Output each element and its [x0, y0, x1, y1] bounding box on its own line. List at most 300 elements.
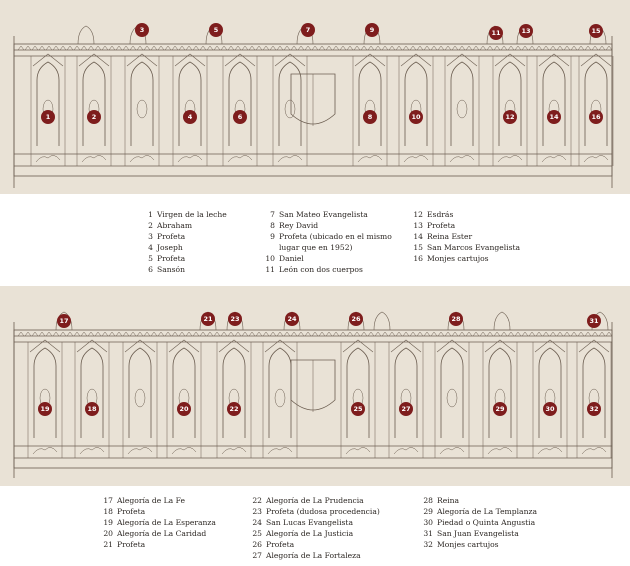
legend-lower-col-1: [103, 495, 216, 550]
tracery-crest: [550, 46, 556, 50]
tracery-crest: [221, 332, 227, 336]
legend-label: Alegoría de La Fe: [117, 496, 185, 505]
tracery-crest: [249, 332, 255, 336]
legend-item: [143, 253, 227, 264]
tracery-crest: [606, 332, 612, 336]
legend-item: [265, 264, 392, 275]
legend-item: [423, 517, 537, 528]
tracery-crest: [347, 332, 353, 336]
tracery-crest: [291, 332, 297, 336]
tracery-crest: [291, 46, 297, 50]
legend-item: [103, 539, 216, 550]
legend-item: [265, 242, 392, 253]
legend-label: Sansón: [157, 265, 185, 275]
legend-label: Abraham: [157, 221, 193, 231]
tracery-crest: [459, 46, 465, 50]
tracery-crest: [32, 332, 38, 336]
legend-label: Alegoría de La Justicia: [266, 529, 354, 539]
legend-label: Profeta: [117, 507, 146, 517]
marker-number: 26: [351, 315, 361, 323]
tracery-crest: [235, 332, 241, 336]
tracery-crest: [172, 332, 178, 336]
tracery-crest: [340, 332, 346, 336]
tracery-crest: [424, 332, 430, 336]
tracery-crest: [508, 46, 514, 50]
crest-statue: [494, 312, 510, 330]
beast-relief: [358, 155, 382, 162]
marker-number: 32: [589, 405, 599, 413]
legend-label: Monjes cartujos: [437, 540, 499, 550]
tracery-crest: [95, 46, 101, 50]
tracery-crest: [46, 332, 52, 336]
tracery-crest: [228, 46, 234, 50]
tracery-crest: [445, 332, 451, 336]
tracery-crest: [67, 46, 73, 50]
gothic-niche: [441, 348, 463, 438]
tracery-crest: [193, 46, 199, 50]
tracery-crest: [179, 332, 185, 336]
legend-label: León con dos cuerpos: [279, 265, 363, 275]
legend-label: Profeta: [157, 232, 186, 242]
marker-number: 14: [549, 113, 559, 121]
legend-item: [413, 242, 520, 253]
tracery-crest: [312, 332, 318, 336]
marker-number: 18: [87, 405, 97, 413]
tracery-crest: [60, 332, 66, 336]
tracery-crest: [564, 46, 570, 50]
legend-number: 7: [270, 210, 275, 219]
tracery-crest: [305, 46, 311, 50]
tracery-crest: [18, 332, 24, 336]
number-marker: [87, 110, 101, 124]
legend-label: Profeta: [157, 254, 186, 264]
legend-label: Reina: [437, 496, 460, 505]
marker-number: 6: [237, 113, 243, 121]
legend-number: 11: [265, 265, 275, 275]
tracery-crest: [501, 46, 507, 50]
number-marker: [85, 402, 99, 416]
legend-label: Piedad o Quinta Angustia: [437, 518, 536, 528]
tracery-crest: [53, 332, 59, 336]
number-marker: [587, 402, 601, 416]
tracery-crest: [599, 46, 605, 50]
tracery-crest: [452, 46, 458, 50]
upper-screen-drawing: [14, 26, 613, 188]
number-marker: [503, 110, 517, 124]
tracery-crest: [123, 332, 129, 336]
tracery-crest: [165, 46, 171, 50]
number-marker: [227, 402, 241, 416]
tracery-crest: [529, 46, 535, 50]
tracery-crest: [74, 46, 80, 50]
gothic-niche: [223, 348, 245, 438]
marker-number: 19: [40, 405, 50, 413]
legend-item: [143, 209, 227, 220]
marker-number: 11: [491, 29, 501, 37]
tracery-crest: [382, 332, 388, 336]
gothic-niche: [405, 62, 427, 146]
tracery-crest: [382, 46, 388, 50]
marker-number: 29: [495, 405, 505, 413]
tracery-crest: [235, 46, 241, 50]
legend-item: [413, 209, 520, 220]
gothic-niche: [583, 348, 605, 438]
tracery-crest: [480, 332, 486, 336]
gothic-niche: [131, 62, 153, 146]
tracery-crest: [606, 46, 612, 50]
marker-number: 3: [139, 26, 145, 34]
tracery-crest: [32, 46, 38, 50]
tracery-crest: [116, 332, 122, 336]
tracery-crest: [109, 332, 115, 336]
gothic-niche: [81, 348, 103, 438]
tracery-crest: [333, 332, 339, 336]
marker-number: 9: [369, 26, 375, 34]
legend-number: 9: [270, 232, 275, 242]
tracery-crest: [158, 46, 164, 50]
tracery-crest: [179, 46, 185, 50]
tracery-crest: [494, 332, 500, 336]
tracery-crest: [207, 46, 213, 50]
tracery-crest: [263, 46, 269, 50]
tracery-crest: [53, 46, 59, 50]
tracery-crest: [39, 332, 45, 336]
lower-screen-drawing: [14, 312, 612, 478]
tracery-crest: [396, 332, 402, 336]
number-marker: [177, 402, 191, 416]
tracery-crest: [592, 332, 598, 336]
gothic-niche: [179, 62, 201, 146]
legend-number: 21: [103, 540, 113, 550]
legend-label: Joseph: [157, 243, 183, 253]
tracery-crest: [543, 332, 549, 336]
legend-item: [103, 517, 216, 528]
legend-label: Rey David: [279, 221, 319, 231]
beast-relief: [128, 447, 152, 454]
gothic-niche: [173, 348, 195, 438]
tracery-crest: [375, 46, 381, 50]
marker-number: 30: [545, 405, 555, 413]
legend-label: Profeta (dudosa procedencia): [266, 507, 380, 517]
legend-item: [252, 517, 380, 528]
legend-number: 22: [252, 496, 262, 505]
tracery-crest: [221, 46, 227, 50]
beast-relief: [222, 447, 246, 454]
marker-number: 10: [411, 113, 421, 121]
legend-number: 27: [252, 551, 262, 561]
tracery-crest: [515, 46, 521, 50]
tracery-crest: [536, 46, 542, 50]
statue-outline: [285, 100, 295, 118]
tracery-crest: [326, 46, 332, 50]
tracery-crest: [375, 332, 381, 336]
tracery-crest: [361, 332, 367, 336]
legend-number: 20: [103, 529, 113, 539]
beast-relief: [268, 447, 292, 454]
tracery-crest: [585, 332, 591, 336]
tracery-crest: [39, 46, 45, 50]
legend-item: [103, 528, 216, 539]
legend-number: 10: [265, 254, 275, 264]
tracery-crest: [578, 46, 584, 50]
tracery-crest: [410, 332, 416, 336]
tracery-crest: [340, 46, 346, 50]
tracery-crest: [585, 46, 591, 50]
number-marker: [449, 312, 463, 326]
tracery-crest: [95, 332, 101, 336]
legend-item: [265, 253, 392, 264]
legend-item: [423, 528, 537, 539]
legend-number: 12: [413, 210, 423, 219]
tracery-crest: [550, 332, 556, 336]
number-marker: [183, 110, 197, 124]
tracery-crest: [403, 332, 409, 336]
legend-item: [413, 231, 520, 242]
marker-number: 22: [229, 405, 239, 413]
beast-relief: [172, 447, 196, 454]
tracery-crest: [473, 332, 479, 336]
beast-relief: [440, 447, 464, 454]
number-marker: [209, 23, 223, 37]
beast-relief: [404, 155, 428, 162]
tracery-crest: [144, 332, 150, 336]
tracery-crest: [557, 332, 563, 336]
legend-label: Alegoría de La Fortaleza: [266, 551, 361, 561]
tracery-crest: [431, 46, 437, 50]
tracery-crest: [298, 46, 304, 50]
tracery-crest: [326, 332, 332, 336]
tracery-crest: [354, 332, 360, 336]
tracery-crest: [172, 46, 178, 50]
tracery-crest: [319, 332, 325, 336]
tracery-crest: [60, 46, 66, 50]
legend-number: 19: [103, 518, 113, 528]
beast-relief: [450, 155, 474, 162]
tracery-crest: [522, 46, 528, 50]
beast-relief: [488, 447, 512, 454]
tracery-crest: [571, 332, 577, 336]
tracery-crest: [165, 332, 171, 336]
tracery-crest: [102, 46, 108, 50]
statue-outline: [275, 389, 285, 407]
tracery-crest: [102, 332, 108, 336]
legend-item: [252, 506, 380, 517]
gothic-niche: [129, 348, 151, 438]
legend-item: [413, 253, 520, 264]
legend-number: 6: [148, 265, 153, 275]
tracery-crest: [207, 332, 213, 336]
tracery-crest: [487, 332, 493, 336]
legend-item: [143, 242, 227, 253]
tracery-crest: [256, 332, 262, 336]
tracery-crest: [536, 332, 542, 336]
tracery-crest: [417, 332, 423, 336]
tracery-crest: [543, 46, 549, 50]
gothic-niche: [37, 62, 59, 146]
tracery-crest: [515, 332, 521, 336]
tracery-crest: [368, 46, 374, 50]
legend-number: 26: [252, 540, 262, 550]
legend-number: 25: [252, 529, 262, 539]
legend-lower-col-2: [252, 495, 380, 562]
tracery-crest: [438, 46, 444, 50]
tracery-crest: [214, 46, 220, 50]
tracery-crest: [557, 46, 563, 50]
number-marker: [547, 110, 561, 124]
tracery-crest: [242, 46, 248, 50]
gothic-niche: [585, 62, 607, 146]
tracery-crest: [256, 46, 262, 50]
tracery-crest: [123, 46, 129, 50]
number-marker: [349, 312, 363, 326]
tracery-crest: [263, 332, 269, 336]
marker-number: 20: [179, 405, 189, 413]
tracery-crest: [389, 332, 395, 336]
tracery-crest: [130, 46, 136, 50]
tracery-crest: [277, 332, 283, 336]
tracery-crest: [571, 46, 577, 50]
legend-number: 16: [413, 254, 423, 264]
legend-item: [252, 495, 380, 506]
tracery-crest: [81, 46, 87, 50]
legend-item: [103, 506, 216, 517]
beast-relief: [178, 155, 202, 162]
beast-relief: [33, 447, 57, 454]
tracery-crest: [494, 46, 500, 50]
gothic-niche: [539, 348, 561, 438]
tracery-crest: [480, 46, 486, 50]
number-marker: [233, 110, 247, 124]
number-marker: [409, 110, 423, 124]
legend-label: lugar que en 1952): [279, 243, 353, 253]
number-marker: [201, 312, 215, 326]
statue-outline: [135, 389, 145, 407]
tracery-crest: [396, 46, 402, 50]
tracery-crest: [137, 46, 143, 50]
tracery-crest: [354, 46, 360, 50]
gothic-niche: [269, 348, 291, 438]
legend-item: [413, 220, 520, 231]
tracery-crest: [18, 46, 24, 50]
tracery-crest: [284, 332, 290, 336]
statue-outline: [137, 100, 147, 118]
tracery-crest: [200, 332, 206, 336]
marker-number: 2: [91, 113, 97, 121]
crest-statue: [374, 312, 390, 330]
tracery-crest: [67, 332, 73, 336]
marker-number: 31: [589, 317, 599, 325]
marker-number: 12: [505, 113, 515, 121]
legend-item: [265, 231, 392, 242]
tracery-crest: [144, 46, 150, 50]
marker-number: 17: [59, 317, 69, 325]
number-marker: [285, 312, 299, 326]
tracery-crest: [452, 332, 458, 336]
tracery-crest: [466, 332, 472, 336]
tracery-crest: [473, 46, 479, 50]
tracery-crest: [186, 46, 192, 50]
legend-item: [143, 220, 227, 231]
legend-label: Profeta: [117, 540, 146, 550]
legend-label: Esdrás: [427, 210, 454, 219]
marker-number: 4: [187, 113, 193, 121]
tracery-crest: [333, 46, 339, 50]
beast-relief: [498, 155, 522, 162]
legend-number: 23: [252, 507, 262, 517]
beast-relief: [80, 447, 104, 454]
tracery-crest: [417, 46, 423, 50]
statue-outline: [447, 389, 457, 407]
number-marker: [363, 110, 377, 124]
legend-item: [143, 264, 227, 275]
tracery-crest: [151, 332, 157, 336]
tracery-crest: [158, 332, 164, 336]
gothic-niche: [395, 348, 417, 438]
tracery-crest: [116, 46, 122, 50]
number-marker: [589, 110, 603, 124]
legend-label: Profeta: [266, 540, 295, 550]
gothic-niche: [34, 348, 56, 438]
number-marker: [57, 314, 71, 328]
legend-label: Virgen de la leche: [157, 210, 227, 219]
beast-relief: [582, 447, 606, 454]
marker-number: 13: [521, 27, 531, 35]
number-marker: [301, 23, 315, 37]
number-marker: [365, 23, 379, 37]
tracery-crest: [424, 46, 430, 50]
tracery-crest: [270, 332, 276, 336]
legend-label: Alegoría de La Templanza: [437, 507, 537, 517]
gothic-niche: [359, 62, 381, 146]
number-marker: [489, 26, 503, 40]
tracery-crest: [508, 332, 514, 336]
legend-label: Alegoría de La Caridad: [117, 529, 207, 539]
marker-number: 21: [203, 315, 213, 323]
gothic-niche: [347, 348, 369, 438]
gothic-niche: [451, 62, 473, 146]
legend-upper-col-1: [143, 209, 227, 276]
tracery-crest: [438, 332, 444, 336]
crest-statue: [78, 26, 94, 44]
marker-number: 1: [45, 113, 51, 121]
tracery-crest: [88, 332, 94, 336]
beast-relief: [584, 155, 608, 162]
tracery-crest: [445, 46, 451, 50]
marker-number: 5: [213, 26, 219, 34]
legend-upper-col-2: [265, 209, 392, 276]
tracery-crest: [522, 332, 528, 336]
tracery-crest: [599, 332, 605, 336]
tracery-crest: [137, 332, 143, 336]
tracery-crest: [403, 46, 409, 50]
number-marker: [493, 402, 507, 416]
tracery-crest: [347, 46, 353, 50]
legend-number: 4: [148, 243, 153, 253]
legend-label: Alegoría de La Prudencia: [266, 496, 364, 505]
beast-relief: [82, 155, 106, 162]
tracery-crest: [459, 332, 465, 336]
legend-upper-col-3: [413, 209, 520, 264]
legend-item: [252, 528, 380, 539]
legend-number: 29: [423, 507, 433, 517]
beast-relief: [278, 155, 302, 162]
tracery-crest: [130, 332, 136, 336]
tracery-crest: [389, 46, 395, 50]
beast-relief: [538, 447, 562, 454]
gothic-niche: [499, 62, 521, 146]
tracery-crest: [487, 46, 493, 50]
legend-item: [423, 539, 537, 550]
